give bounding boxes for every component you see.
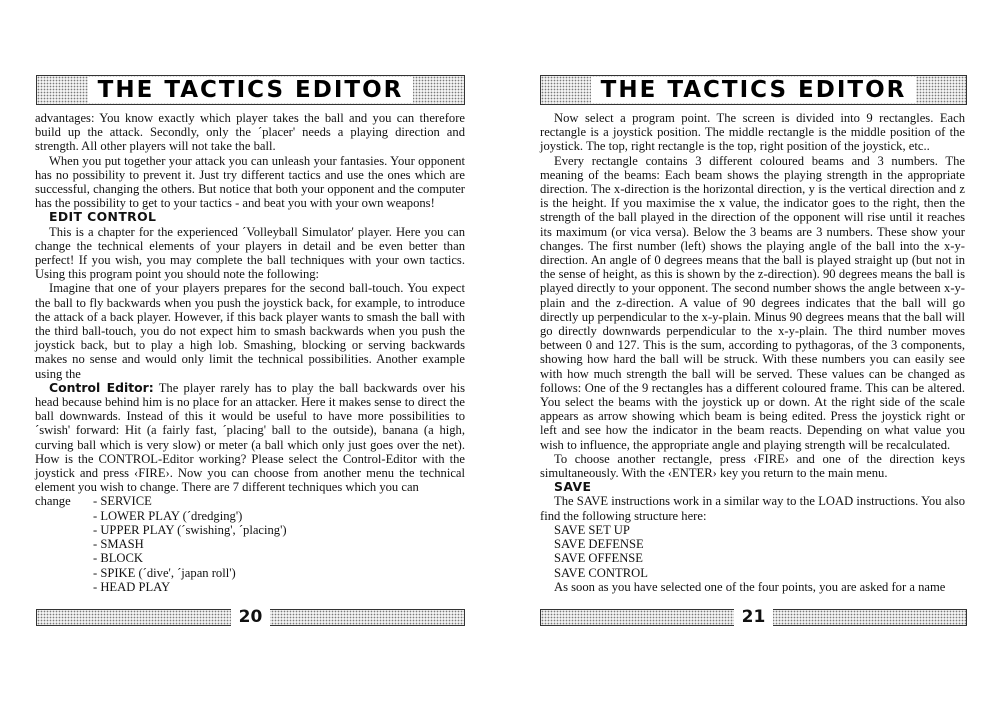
right-header-title: THE TACTICS EDITOR bbox=[591, 77, 917, 103]
left-page-number: 20 bbox=[231, 607, 271, 627]
edit-control-heading: EDIT CONTROL bbox=[49, 209, 157, 225]
right-page-number: 21 bbox=[734, 607, 774, 627]
left-header-title: THE TACTICS EDITOR bbox=[88, 77, 414, 103]
save-option: SAVE SET UP bbox=[554, 522, 630, 537]
technique-item: - SERVICE bbox=[93, 494, 152, 509]
right-paragraph-1: Now select a program point. The screen is divided into 9 rectangles. Each rectangle is a joystick position. The middle rectangle is the middle position of the joystick. The top, right rectangle is the top, right position of the joystick, etc.. bbox=[540, 111, 965, 154]
save-option: SAVE DEFENSE bbox=[554, 537, 644, 552]
technique-item: - SMASH bbox=[93, 537, 144, 552]
technique-list-block bbox=[35, 494, 465, 593]
right-body bbox=[540, 111, 965, 594]
left-paragraph-5 bbox=[35, 381, 465, 495]
technique-item: - SPIKE (´dive', ´japan roll') bbox=[93, 565, 236, 580]
left-paragraph-2: When you put together your attack you can unleash your fantasies. Your opponent has no possibility to prevent it. Just try different tactics and use the ones which are successful, changing the others. But notice that both your opponent and the computer has the possibility to get to your tactics - and beat you with your own weapons! bbox=[35, 153, 465, 211]
right-page bbox=[500, 0, 1000, 707]
technique-item: - LOWER PLAY (´dredging') bbox=[93, 508, 243, 523]
left-paragraph-5-text: The player rarely has to play the ball backwards over his head because behind him is no place for an attacker. Here it makes sense to direct the ball downwards. Instead of this it would be useful to have more possibilities to ´swish' forward: Hit (a fairly fast, ´placing' ball to the outside), banana (a high, curving ball which is very slow) or meter (a ball which only just goes over the net). How is the CONTROL-Editor working? Please select the Control-Editor with the joystick and press ‹FIRE›. Now you can choose from another menu the technical element you wish to change. There are 7 different techniques which you can bbox=[35, 380, 465, 495]
save-option: SAVE OFFENSE bbox=[554, 551, 643, 566]
left-paragraph-1: advantages: You know exactly which player takes the ball and you can therefore build up the attack. Secondly, only the ´placer' needs a playing direction and strength. All other players will not take the ball. bbox=[35, 111, 465, 154]
left-footer-bar bbox=[36, 609, 465, 626]
right-header-banner bbox=[540, 75, 967, 105]
left-header-banner bbox=[36, 75, 465, 105]
technique-item: - HEAD PLAY bbox=[93, 579, 171, 594]
left-paragraph-4: Imagine that one of your players prepares for the second ball-touch. You expect the ball to fly backwards when you push the joystick back, for example, to introduce the attack of a back player. However, if this back player wants to smash the ball with the third ball-touch, you do not expect him to smash backwards when you push the joystick back, but to play a high lob. Smashing, blocking or serving backwards makes no sense and would only limit the technical possibilities. Another example using the bbox=[35, 281, 465, 381]
save-options-list bbox=[540, 523, 965, 580]
right-paragraph-2: Every rectangle contains 3 different coloured beams and 3 numbers. The meaning of the beams: Each beam shows the playing strength in the appropriate direction. The x-direction is the horizontal direction, y is the vertical direction and z is the height. If you maximise the x value, the indicator goes to the right, then the strength of the ball played in the direction of the opponent will rise until it reaches its maximum (or vica versa). Below the 3 beams are 3 numbers. These show your changes. The first number (left) shows the playing angle of the ball into the x-y-direction. An angle of 0 degrees means that the ball is played straight up (but not in the sense of height, as this is shown by the z-direction). 90 degrees means the ball is played directly to your opponent. The second number shows the angle between x-y-plain and the z-direction. A value of 90 degrees indicates that the ball will go directly up perpendicular to the x-y-plain. Minus 90 degrees means that the ball will go directly downwards perpendicular to the x-y-plain. The third number moves between 0 and 127. This is the sum, according to pythagoras, of the 3 components, showing how hard the ball will be struck. With these numbers you can easily see with how much strength the ball will be served. These values can be changed as follows: One of the 9 rectangles has a different coloured frame. This can be altered. You select the beams with the joystick up or down. At the right side of the scale appears as arrow showing which beam is being edited. Press the joystick right or left and see how the indicator in the beam reacts. Depending on what value you wish to influence, the appropriate angle and playing strength will be recalculated. bbox=[540, 153, 965, 452]
right-paragraph-5: As soon as you have selected one of the four points, you are asked for a name bbox=[554, 579, 946, 594]
save-heading: SAVE bbox=[554, 479, 592, 495]
technique-item: - BLOCK bbox=[93, 551, 144, 566]
technique-list bbox=[35, 494, 465, 593]
change-label: change bbox=[35, 494, 71, 509]
right-paragraph-3: To choose another rectangle, press ‹FIRE› and one of the direction keys simultaneously. With the ‹ENTER› key you return to the main menu. bbox=[540, 451, 965, 481]
control-editor-heading: Control Editor: bbox=[49, 379, 154, 395]
technique-item: - UPPER PLAY (´swishing', ´placing') bbox=[93, 522, 287, 537]
left-paragraph-3: This is a chapter for the experienced ´Volleyball Simulator' player. Here you can change the technical elements of your players in detail and be even better than perfect! If you wish, you may complete the ball techniques with your own tactics. Using this program point you should note the following: bbox=[35, 224, 465, 282]
right-footer-bar bbox=[540, 609, 967, 626]
left-body bbox=[35, 111, 465, 594]
right-paragraph-4: The SAVE instructions work in a similar way to the LOAD instructions. You also find the following structure here: bbox=[540, 494, 965, 523]
save-option: SAVE CONTROL bbox=[554, 565, 648, 580]
